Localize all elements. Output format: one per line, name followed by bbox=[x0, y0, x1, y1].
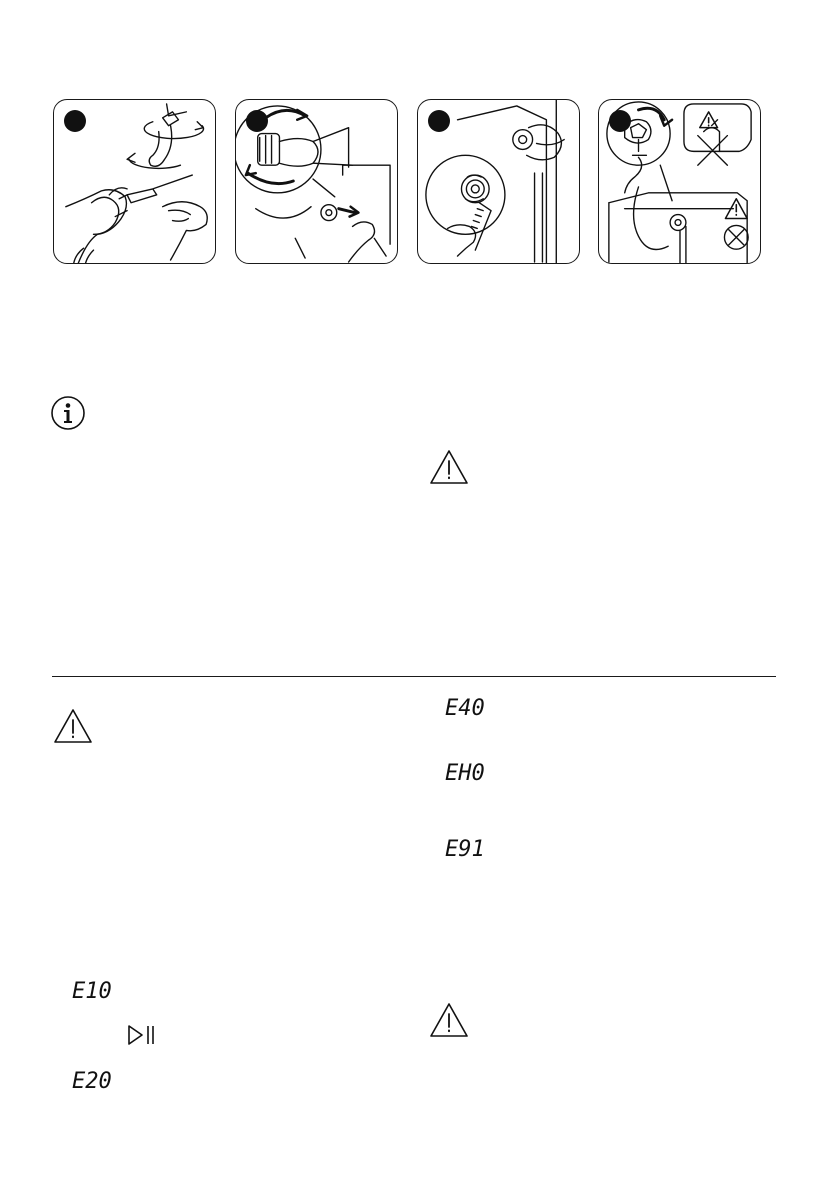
warning-triangle-icon bbox=[52, 707, 94, 745]
step-number-marker bbox=[64, 110, 86, 132]
error-code-e91 bbox=[445, 836, 497, 860]
step-3-illustration bbox=[417, 99, 580, 264]
error-code-label: E40 bbox=[445, 696, 485, 719]
step-1-illustration bbox=[53, 99, 216, 264]
step-number-marker bbox=[246, 110, 268, 132]
step-2-illustration bbox=[235, 99, 398, 264]
step-number-marker bbox=[609, 110, 631, 132]
error-code-label: E10 bbox=[72, 979, 112, 1002]
error-code-label: EH0 bbox=[445, 761, 485, 784]
warning-triangle-icon bbox=[428, 448, 470, 486]
error-code-label: E20 bbox=[72, 1069, 112, 1092]
step-number-marker bbox=[428, 110, 450, 132]
section-divider bbox=[52, 676, 776, 677]
error-code-e10 bbox=[72, 978, 124, 1002]
error-code-eh0 bbox=[445, 760, 497, 784]
error-code-e40 bbox=[445, 695, 497, 719]
error-code-label: E91 bbox=[445, 837, 485, 860]
info-icon bbox=[50, 395, 86, 431]
play-pause-icon bbox=[126, 1023, 160, 1047]
error-code-e20 bbox=[72, 1068, 124, 1092]
warning-triangle-icon bbox=[428, 1001, 470, 1039]
step-4-illustration bbox=[598, 99, 761, 264]
